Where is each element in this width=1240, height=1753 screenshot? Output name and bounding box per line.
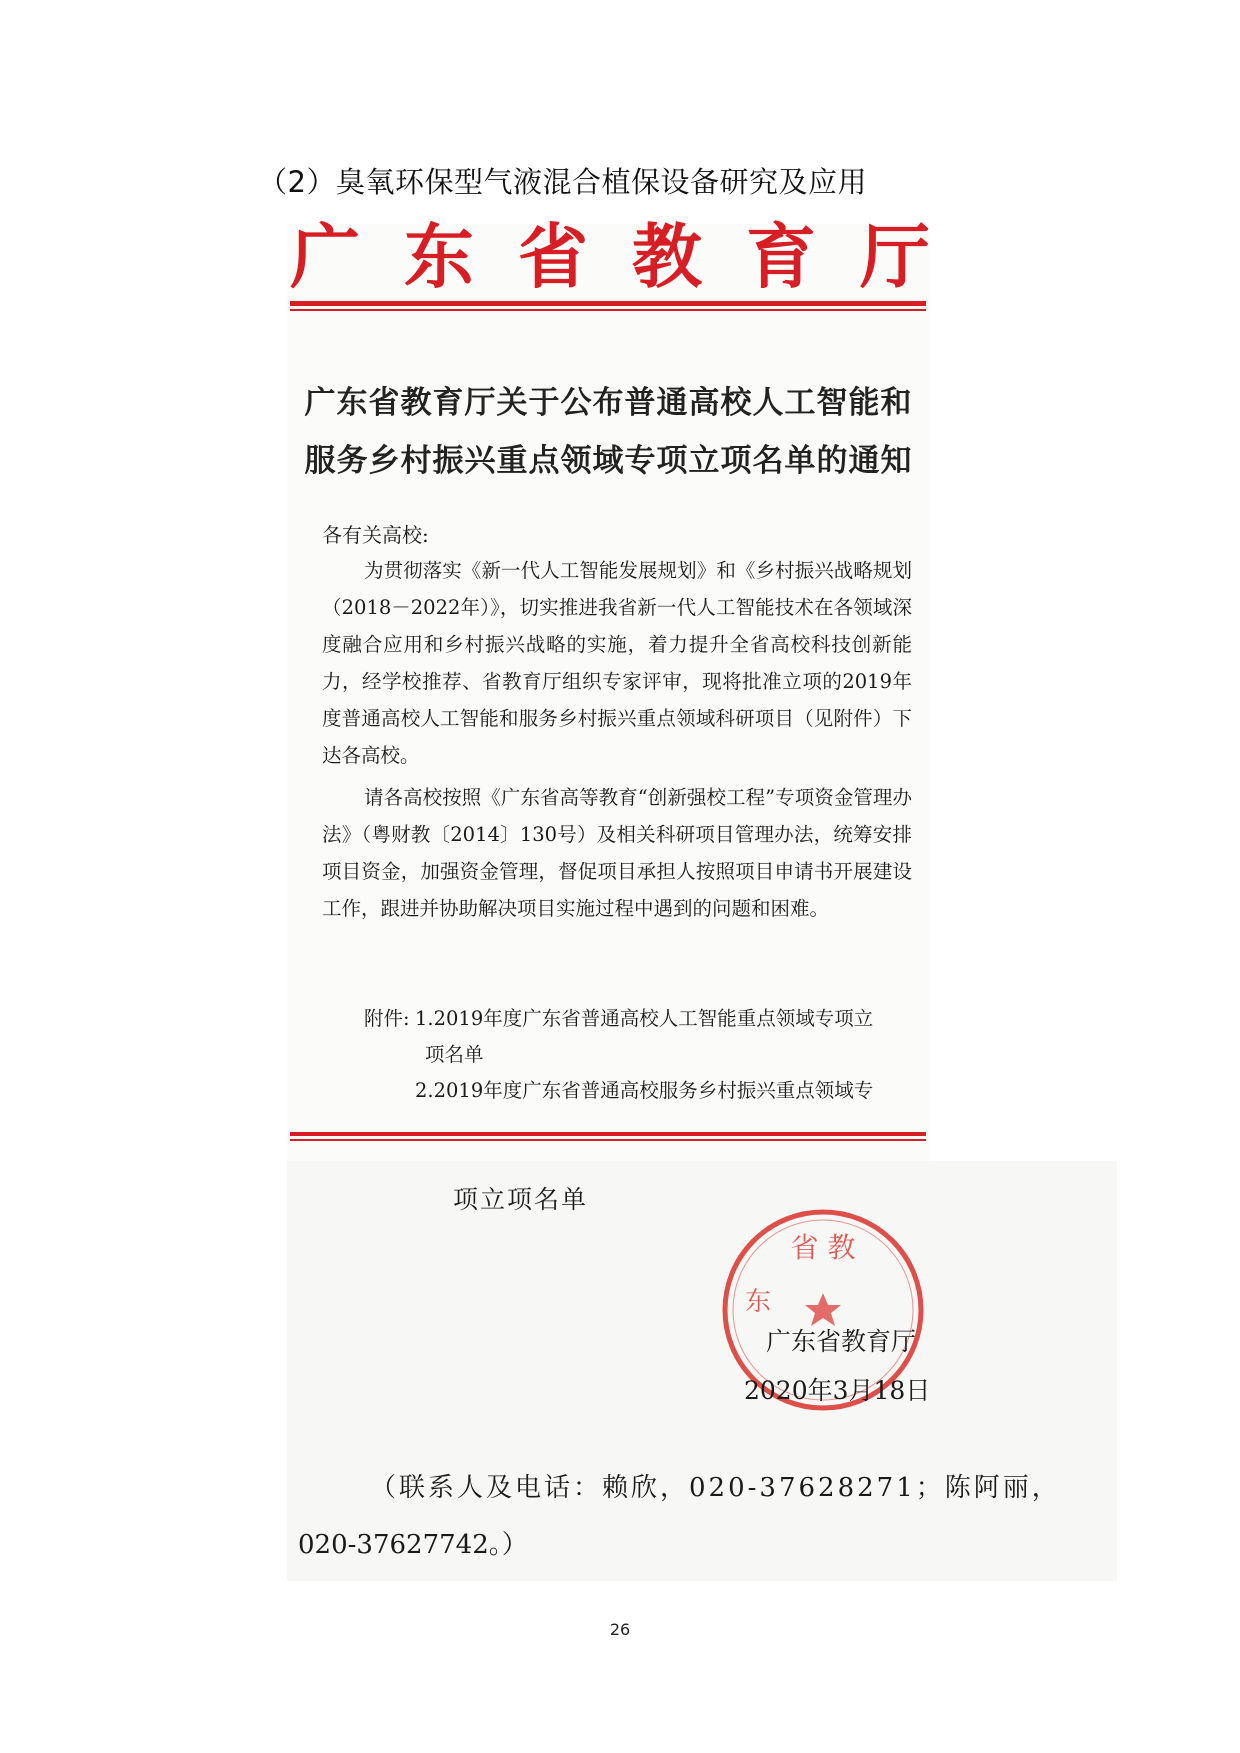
scanned-notice-lower (287, 1161, 1117, 1581)
letterhead-char: 省 (518, 215, 588, 298)
attachment-2-line2: 项立项名单 (453, 1185, 589, 1214)
page-number: 26 (609, 1620, 631, 1639)
letterhead-char: 广 (290, 215, 360, 298)
section-heading: （2）臭氧环保型气液混合植保设备研究及应用 (258, 165, 867, 199)
contact-line1: （联系人及电话：赖欣，020-37628271；陈阿丽， (370, 1473, 1061, 1503)
signature-date: 2020年3月18日 (744, 1376, 931, 1405)
notice-paragraph-1: 为贯彻落实《新一代人工智能发展规划》和《乡村振兴战略规划（2018－2022年）》，切实推进我省新一代人工智能技术在各领域深度融合应用和乡村振兴战略的实施，着力提升全省高校科技创新能力，经学校推荐、省教育厅组织专家评审，现将批准立项的2019年度普通高校人工智能和服务乡村振兴重点领域科研项目（见附件）下达各高校。 (322, 559, 912, 767)
signature-org: 广东省教育厅 (766, 1327, 917, 1356)
letterhead-char: 教 (632, 215, 702, 298)
letterhead (290, 215, 930, 298)
svg-text:东: 东 (744, 1287, 772, 1317)
bottom-rule-thin (290, 1139, 926, 1141)
letterhead-rule-thin (290, 309, 926, 311)
svg-text:省 教: 省 教 (790, 1231, 856, 1264)
attachment-1-line2: 项名单 (425, 1043, 484, 1066)
letterhead-char: 育 (746, 215, 816, 298)
letterhead-rule-thick (290, 301, 926, 306)
attachment-1-line1: 1.2019年度广东省普通高校人工智能重点领域专项立 (415, 1007, 874, 1030)
attachment-2-line1: 2.2019年度广东省普通高校服务乡村振兴重点领域专 (415, 1079, 874, 1102)
letterhead-char: 厅 (860, 215, 930, 298)
bottom-rule-thick (290, 1132, 926, 1136)
notice-paragraph-2: 请各高校按照《广东省高等教育“创新强校工程”专项资金管理办法》（粤财教〔2014〕130号）及相关科研项目管理办法，统筹安排项目资金，加强资金管理，督促项目承担人按照项目申请书开展建设工作，跟进并协助解决项目实施过程中遇到的问题和困难。 (322, 786, 912, 920)
notice-title-line1: 广东省教育厅关于公布普通高校人工智能和 (304, 385, 913, 421)
notice-title-line2: 服务乡村振兴重点领域专项立项名单的通知 (304, 443, 913, 479)
letterhead-char: 东 (404, 215, 474, 298)
contact-line2: 020-37627742。） (298, 1530, 528, 1560)
attachment-label: 附件: (364, 1007, 410, 1030)
salutation: 各有关高校: (322, 523, 429, 547)
